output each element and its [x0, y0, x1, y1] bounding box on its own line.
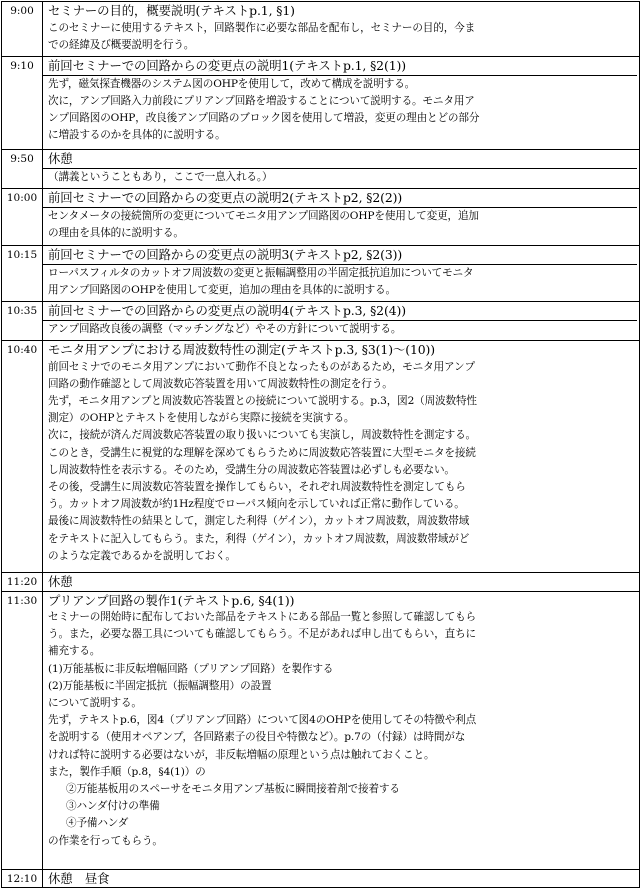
entry-title: モニタ用アンプにおける周波数特性の測定(テキストp.3, §3(1)～(10))	[48, 342, 435, 357]
schedule-row	[2, 573, 640, 592]
entry-line: 先ず，テキストp.6，図4（プリアンプ回路）について図4のOHPを使用してその特徴や利点	[48, 714, 477, 727]
time-cell: 10:35	[2, 302, 43, 341]
entry-line: について説明する。	[48, 697, 142, 710]
entry-line: 次に，接続が済んだ周波数応答装置の取り扱いについても実演し，周波数特性を測定する。	[48, 429, 476, 442]
entry-line: 前回セミナでのモニタ用アンプにおいて動作不良となったものがあるため，モニタ用アンプ	[48, 360, 475, 373]
entry-line: 先ず，磁気探査機器のシステム図のOHPを使用して，改めて構成を説明する。	[48, 77, 416, 90]
entry-line: の理由を具体的に説明する。	[48, 226, 184, 239]
content-cell	[43, 591, 640, 869]
entry-line: 測定）のOHPとテキストを使用しながら実際に接続を実演する。	[48, 412, 355, 425]
entry-line: （講義ということもあり，ここで一息入れる。）	[48, 170, 273, 183]
schedule-row	[2, 246, 640, 302]
entry-line: ④予備ハンダ	[66, 817, 129, 830]
entry-line: う。また，必要な器工具についても確認してもらう。不足があれば申し出てもらい，直ちに	[48, 628, 476, 641]
entry-line: また，製作手順（p.8，§4(1)）の	[48, 765, 206, 778]
content-cell	[43, 869, 640, 888]
content-cell	[43, 189, 640, 246]
entry-line: を説明する（使用オペアンプ，各回路素子の役目や特徴など）。p.7の（付録）は時間がな	[48, 731, 466, 744]
schedule-row	[2, 2, 640, 57]
entry-title: 休憩	[43, 150, 637, 169]
entry-line: (2)万能基板に半固定抵抗（振幅調整用）の設置	[48, 679, 272, 692]
time-cell: 11:30	[2, 591, 43, 869]
time-cell: 9:10	[2, 57, 43, 150]
schedule-table	[1, 1, 640, 888]
time-cell: 9:00	[2, 2, 43, 57]
entry-line: 次に，アンプ回路入力前段にプリアンプ回路を増設することについて説明する。モニタ用ア	[48, 94, 475, 107]
entry-title: 休憩	[48, 574, 73, 589]
entry-line: このとき，受講生に視覚的な理解を深めてもらうために周波数応答装置に大型モニタを接続	[48, 446, 476, 459]
time-cell: 10:40	[2, 341, 43, 573]
content-cell	[43, 341, 640, 573]
content-cell	[43, 57, 640, 150]
schedule-body	[2, 2, 640, 888]
content-cell	[43, 246, 640, 302]
schedule-row	[2, 869, 640, 888]
entry-title: 休憩 昼食	[48, 870, 110, 886]
entry-line: の作業を行ってもらう。	[48, 834, 163, 847]
entry-title: 前回セミナーでの回路からの変更点の説明3(テキストp2, §2(3))	[43, 246, 637, 265]
entry-title: プリアンプ回路の製作1(テキストp.6, §4(1))	[48, 592, 295, 608]
entry-line: (1)万能基板に非反転増幅回路（プリアンプ回路）を製作する	[48, 662, 334, 675]
entry-line: ②万能基板用のスペーサをモニタ用アンプ基板に瞬間接着剤で接着する	[66, 783, 400, 796]
content-cell	[43, 150, 640, 189]
entry-line: センタメータの接続箇所の変更についてモニタ用アンプ回路図のOHPを使用して変更，追加	[48, 209, 479, 222]
entry-line: このセミナーに使用するテキスト，回路製作に必要な部品を配布し，セミナーの目的，今ま	[48, 21, 476, 34]
schedule-row	[2, 341, 640, 573]
time-cell: 10:00	[2, 189, 43, 246]
content-cell	[43, 302, 640, 341]
entry-line: をテキストに記入してもらう。また，利得（ゲイン），カットオフ周波数，周波数帯域がど	[48, 532, 470, 545]
schedule-row	[2, 150, 640, 189]
entry-line: アンプ回路改良後の調整（マッチングなど）やその方針について説明する。	[48, 322, 402, 335]
schedule-row	[2, 57, 640, 150]
time-cell: 9:50	[2, 150, 43, 189]
entry-line: ローパスフィルタのカットオフ周波数の変更と振幅調整用の半固定抵抗追加についてモニタ	[48, 266, 474, 279]
time-cell: 11:20	[2, 573, 43, 592]
entry-line: 先ず，モニタ用アンプと周波数応答装置との接続について説明する。p.3，図2（周波数特性	[48, 394, 477, 407]
entry-line: ンプ回路図のOHP，改良後アンプ回路のブロック図を使用して増設，変更の理由とどの部分	[48, 111, 480, 124]
entry-line: し周波数特性を表示する。そのため，受講生分の周波数応答装置は必ずしも必要ない。	[48, 463, 455, 476]
entry-line: ければ特に説明する必要はないが，非反転増幅の原理という点は触れておくこと。	[48, 748, 435, 761]
entry-line: のような定義であるかを説明しておく。	[48, 549, 236, 562]
entry-line: での経緯及び概要説明を行う。	[48, 38, 195, 51]
entry-title: 前回セミナーでの回路からの変更点の説明2(テキストp2, §2(2))	[43, 189, 637, 208]
entry-line: う。カットオフ周波数が約1Hz程度でローパス傾向を示していれば正常に動作している。	[48, 498, 465, 511]
entry-line: に増設するのかを具体的に説明する。	[48, 129, 226, 142]
schedule-row	[2, 302, 640, 341]
entry-line: 最後に周波数特性の結果として，測定した利得（ゲイン），カットオフ周波数，周波数帯域	[48, 515, 470, 528]
entry-line: 補充する。	[48, 645, 101, 658]
entry-title: セミナーの目的，概要説明(テキストp.1, §1)	[48, 3, 295, 18]
entry-line: その後，受講生に周波数応答装置を操作してもらい，それぞれ周波数特性を測定してもら	[48, 480, 466, 493]
time-cell: 10:15	[2, 246, 43, 302]
content-cell	[43, 573, 640, 592]
entry-line: 回路の動作確認として周波数応答装置を用いて周波数特性の測定を行う。	[48, 377, 393, 390]
time-cell: 12:10	[2, 869, 43, 888]
schedule-row	[2, 591, 640, 869]
entry-title: 前回セミナーでの回路からの変更点の説明1(テキストp.1, §2(1))	[43, 57, 637, 76]
entry-title: 前回セミナーでの回路からの変更点の説明4(テキストp.3, §2(4))	[43, 302, 637, 321]
entry-line: ③ハンダ付けの準備	[66, 800, 160, 813]
content-cell	[43, 2, 640, 57]
entry-line: 用アンプ回路図のOHPを使用して変更，追加の理由を具体的に説明する。	[48, 283, 396, 296]
entry-line: セミナーの開始時に配布しておいた部品をテキストにある部品一覧と参照して確認してもら	[48, 611, 476, 623]
schedule-row	[2, 189, 640, 246]
